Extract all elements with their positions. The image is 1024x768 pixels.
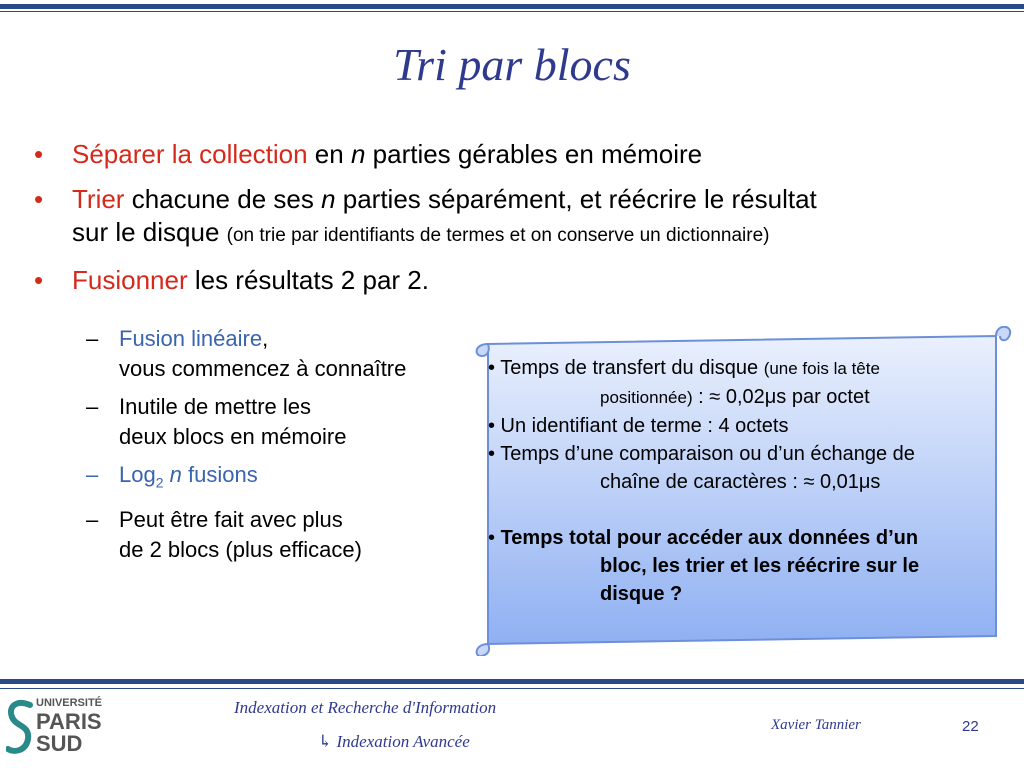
subbullet-4-line1: Peut être fait avec plus	[119, 507, 343, 533]
university-logo	[6, 697, 116, 757]
bullet-3-highlight: Fusionner	[72, 265, 188, 295]
bullet-dot: •	[34, 265, 44, 295]
subbullet-4	[86, 505, 466, 565]
callout-l1b: (une fois la tête	[763, 359, 880, 378]
callout-line-5: chaîne de caractères : ≈ 0,01μs	[600, 471, 881, 493]
callout-l2a: positionnée)	[600, 388, 693, 407]
callout-gap	[488, 496, 998, 524]
subbullet-3-var: n	[169, 462, 182, 487]
callout-text	[488, 354, 998, 608]
bullet-dot: •	[34, 139, 44, 169]
callout-line-8	[488, 580, 998, 608]
bullet-1-text2: parties gérables en mémoire	[365, 139, 703, 169]
callout-line-2	[488, 383, 998, 412]
dash: –	[86, 394, 99, 419]
bullet-3	[34, 264, 984, 297]
dash: –	[86, 462, 99, 487]
bullet-2-note: (on trie par identifiants de termes et on conserve un dictionnaire)	[226, 225, 770, 246]
footer-author: Xavier Tannier	[771, 717, 861, 733]
subbullet-3	[86, 460, 466, 497]
bullet-2-text: chacune de ses	[124, 184, 322, 214]
page-number: 22	[962, 718, 979, 735]
callout-line-1	[488, 354, 998, 383]
logo-sud: SUD	[36, 731, 83, 756]
subbullet-1-blue: Fusion linéaire	[119, 326, 263, 351]
bullet-1	[34, 138, 984, 171]
bullet-2-line2: sur le disque	[72, 217, 227, 247]
subbullet-1	[86, 324, 466, 384]
scroll-callout	[472, 326, 1012, 656]
subbullet-2	[86, 392, 466, 452]
slide-title: Tri par blocs	[393, 39, 631, 90]
bullet-1-var: n	[350, 139, 366, 169]
callout-l6a: •	[488, 527, 501, 549]
footer-section-label: Indexation Avancée	[336, 732, 470, 751]
bullet-3-text: les résultats 2 par 2.	[187, 265, 429, 295]
subbullet-4-line2: de 2 blocs (plus efficace)	[119, 537, 362, 563]
subbullet-2-line1: Inutile de mettre les	[119, 394, 311, 419]
subbullet-1-line2: vous commencez à connaître	[119, 356, 407, 381]
dash: –	[86, 326, 99, 351]
subbullet-2-line2: deux blocs en mémoire	[119, 424, 347, 449]
callout-l6b: Temps total pour accéder aux données d’un	[500, 527, 919, 549]
bullet-2-var: n	[321, 184, 336, 214]
callout-l8: disque ?	[600, 583, 683, 605]
bullet-2-highlight: Trier	[72, 184, 125, 214]
callout-line-6	[488, 524, 998, 552]
callout-l2b: : ≈ 0,02μs par octet	[692, 386, 870, 408]
footer-section	[318, 732, 470, 752]
subbullet-3-log: Log	[119, 462, 156, 487]
subbullet-3-fusions: fusions	[181, 462, 258, 487]
callout-line-7	[488, 552, 998, 580]
logo-s-icon	[6, 699, 34, 757]
footer-course: Indexation et Recherche d'Information	[234, 698, 497, 717]
bullet-2	[34, 183, 984, 252]
subbullet-1-comma: ,	[262, 326, 269, 351]
subbullet-3-sub: 2	[155, 474, 164, 491]
bottom-rule-thin	[0, 688, 1024, 689]
logo-paris: PARIS	[36, 709, 102, 734]
callout-line-4: • Temps d’une comparaison ou d’un échange de	[488, 443, 915, 465]
callout-l7: bloc, les trier et les réécrire sur le	[600, 555, 920, 577]
bullet-1-text: en	[307, 139, 351, 169]
bullet-list	[34, 138, 984, 309]
bullet-dot: •	[34, 184, 44, 214]
bullet-2-text2: parties séparément, et réécrire le résultat	[335, 184, 817, 214]
logo-univ: UNIVERSITÉ	[36, 697, 103, 709]
dash: –	[86, 507, 99, 533]
bottom-rule	[0, 679, 1024, 684]
top-rule-thin	[0, 11, 1024, 12]
arrow-icon: ↳	[318, 732, 333, 751]
callout-l1a: • Temps de transfert du disque	[488, 357, 764, 379]
callout-line-3: • Un identifiant de terme : 4 octets	[488, 415, 789, 437]
subbullet-list	[86, 324, 466, 573]
top-rule	[0, 4, 1024, 9]
bullet-1-highlight: Séparer la collection	[72, 139, 308, 169]
